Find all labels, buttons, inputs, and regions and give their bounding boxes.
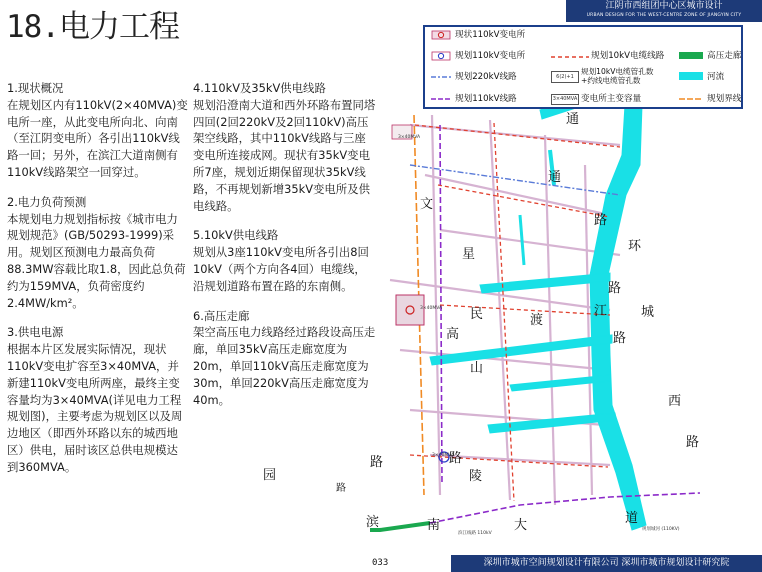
page-title: 18.电力工程 — [6, 9, 179, 45]
map-label: 滨 — [366, 515, 380, 530]
map-label: 城 — [641, 305, 655, 320]
map-label: 路 — [594, 213, 608, 228]
legend-label: 规划10kV电缆管孔数 — [581, 67, 654, 76]
map-label: 通 — [566, 112, 580, 127]
middle-text-column — [193, 80, 377, 421]
legend-label: 规划220kV线路 — [455, 72, 517, 82]
section-heading: 4.110kV及35kV供电线路 — [193, 81, 326, 95]
legend-label: 高压走廊 — [707, 51, 742, 61]
map-label: 星 — [462, 247, 476, 262]
map-label: 路 — [613, 331, 627, 346]
section-heading: 2.电力负荷预测 — [7, 194, 87, 209]
section-heading: 5.10kV供电线路 — [193, 228, 279, 243]
map-label: 道 — [625, 511, 639, 526]
map-legend — [423, 25, 743, 109]
capacity-label: 3×40MVA — [398, 135, 421, 140]
legend-label: 规划界线 — [707, 94, 742, 104]
line-220kv — [410, 165, 620, 195]
header-subtitle: URBAN DESIGN FOR THE WEST-CENTRE ZONE OF JIANGYIN CITY — [586, 13, 742, 18]
left-text-column — [7, 80, 189, 489]
legend-label: 规划110kV变电所 — [455, 51, 526, 61]
section-power-source — [7, 324, 189, 475]
section-status — [7, 80, 189, 181]
section-body: 架空高压电力线路经过路段设高压走廊，单回35kV高压走廊宽度为20m，单回110kV高压走廊宽度为30m，单回220kV高压走廊宽度为40m。 — [193, 325, 376, 407]
map-label: 环 — [628, 239, 642, 254]
map-label: 江 — [594, 304, 608, 319]
legend-label: 变电所主变容量 — [581, 94, 642, 104]
section-body: 在规划区内有110kV(2×40MVA)变电所一座，从此变电所向北、向南（至江阴变电所）各引出110kV线路一回；另外，在滨江大道南侧有110kV线路架空一回穿过。 — [7, 97, 188, 179]
page-number: 033 — [372, 558, 389, 568]
existing-substation-icon — [431, 30, 451, 40]
section-hv-corridor — [193, 308, 377, 409]
header-bar — [566, 0, 762, 22]
capacity-label: 3×40MVA — [420, 306, 443, 311]
section-heading: 6.高压走廊 — [193, 308, 250, 323]
section-body: 根据本片区发展实际情况，现状110kV变电扩容至3×40MVA，并新建110kV变电所两座，最终主变容量均为3×40MVA(详见电力工程规划图)，主要考虑为规划区以及周边地区（即西外环路以东的城西地区）供电，届时该区总供电规模达到360MVA。 — [7, 342, 183, 474]
map-label: 路 — [370, 455, 384, 470]
map-label: 通 — [548, 170, 562, 185]
section-body: 规划沿澄南大道和西外环路布置同塔四回(2回220kV及2回110kV)高压架空线路，其中110kV线路与三座变电所连接成网。现状有35kV变电所7座，规划近期保留现状35kV线路，不再规划新增35kV变电所及供电线路。 — [193, 97, 376, 213]
section-supply-lines — [193, 80, 377, 214]
map-label: 路 — [449, 451, 463, 466]
section-body: 本规划电力规划指标按《城市电力规划规范》(GB/50293-1999)采用。规划区预测电力最高负荷88.3MW容载比取1.8，因此总负荷约为159MVA，负荷密度约2.4MW/km²。 — [7, 211, 186, 310]
section-10kv-lines — [193, 227, 377, 294]
map-label: 路 — [608, 281, 622, 296]
section-heading: 1.现状概况 — [7, 81, 64, 95]
line-220kv-icon — [431, 75, 451, 79]
legend-label: 规划10kV电缆线路 — [591, 51, 665, 61]
map-label: 山 — [470, 361, 484, 376]
map-label: 大 — [514, 518, 528, 533]
map-label: 高 — [446, 327, 460, 342]
map-label: 路 — [336, 483, 346, 494]
cable-duct-icon: 6(2)+1 — [551, 71, 579, 83]
map-label: 南 — [427, 518, 441, 533]
cable-line-icon — [551, 55, 589, 59]
boundary-icon — [679, 97, 703, 101]
footer-bar: 深圳市城市空间规划设计有限公司 深圳市城市规划设计研究院 — [451, 555, 762, 572]
map-label: 园 — [263, 468, 277, 483]
map-label: 西 — [668, 394, 682, 409]
section-body: 规划从3座110kV变电所各引出8回10kV（两个方向各4回）电缆线，沿规划道路布置在路的东南侧。 — [193, 245, 369, 293]
legend-label: 现状110kV变电所 — [455, 30, 526, 40]
map-label: 路 — [686, 435, 700, 450]
river-icon — [679, 72, 703, 80]
capacity-label: 3×40MVA — [432, 453, 455, 458]
line-label: 规划城河 (110KV) — [642, 527, 680, 532]
header-title: 江阴市西组团中心区城市设计 — [605, 1, 723, 11]
section-heading: 3.供电电源 — [7, 325, 64, 340]
map-label: 文 — [420, 197, 434, 212]
line-label: 滨江线路 110kV — [458, 531, 492, 536]
legend-label: 河流 — [707, 72, 725, 82]
legend-label: +约线电缆管孔数 — [581, 76, 641, 85]
section-load-forecast — [7, 194, 189, 312]
line-110kv-icon — [431, 97, 451, 101]
map-label: 陵 — [469, 469, 483, 484]
transformer-capacity-icon: 3×40MVA — [551, 94, 579, 105]
legend-label: 规划110kV线路 — [455, 94, 517, 104]
planned-substation-icon — [431, 51, 451, 61]
corridor-icon — [679, 52, 703, 59]
map-label: 渡 — [530, 313, 544, 328]
map-label: 民 — [470, 307, 484, 322]
